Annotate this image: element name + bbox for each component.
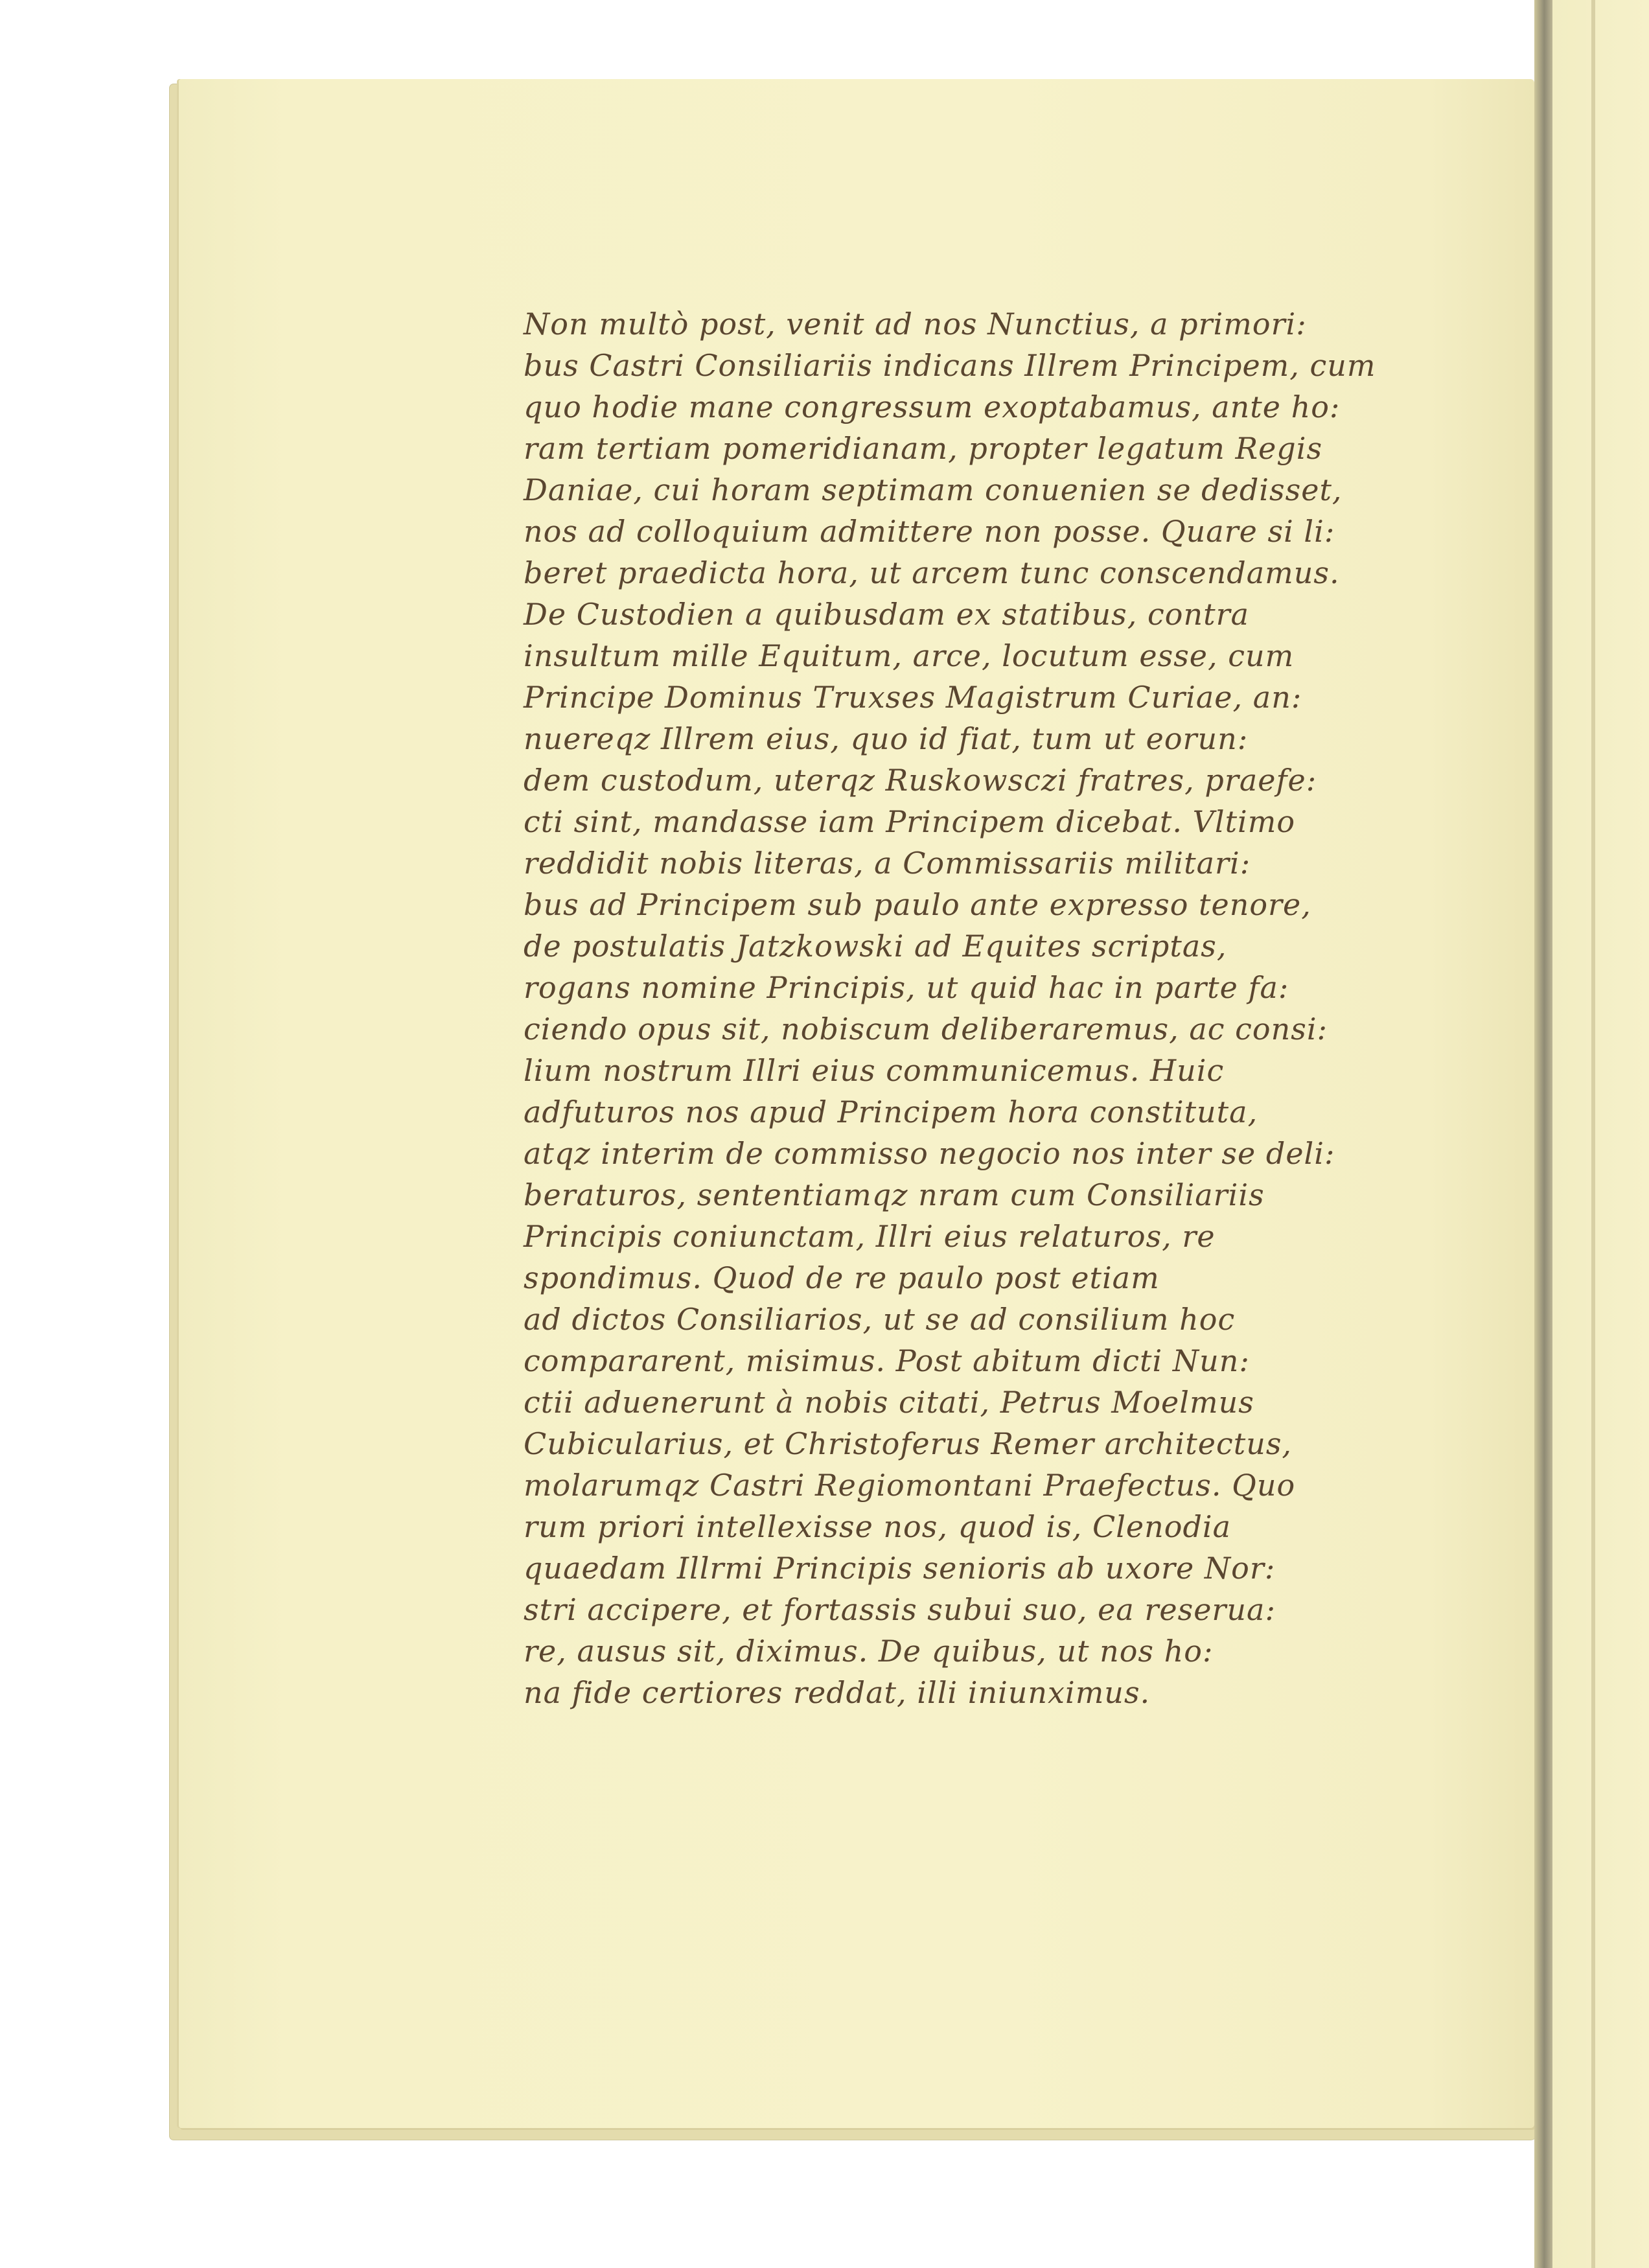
text-line: De Custodien a quibusdam ex statibus, contra — [524, 597, 1249, 632]
text-line: dem custodum, uterqz Ruskowsczi fratres, praefe: — [524, 763, 1317, 798]
text-line: Principis coniunctam, Illri eius relaturos, re — [524, 1219, 1216, 1254]
text-line: reddidit nobis literas, a Commissariis militari: — [524, 846, 1251, 881]
text-line: lium nostrum Illri eius communicemus. Huic — [524, 1053, 1225, 1088]
text-line: ram tertiam pomeridianam, propter legatum Regis — [524, 431, 1323, 466]
text-line: spondimus. Quod de re paulo post etiam — [524, 1260, 1160, 1295]
book-gutter — [1534, 0, 1552, 2268]
text-line: rogans nomine Principis, ut quid hac in parte fa: — [524, 970, 1289, 1005]
text-line: molarumqz Castri Regiomontani Praefectus. Quo — [524, 1468, 1296, 1503]
text-line: insultum mille Equitum, arce, locutum esse, cum — [524, 638, 1295, 673]
text-line: beraturos, sententiamqz nram cum Consiliariis — [524, 1177, 1265, 1212]
manuscript-text — [524, 305, 1376, 1750]
text-line: bus ad Principem sub paulo ante expresso tenore, — [524, 887, 1311, 922]
text-line: Non multò post, venit ad nos Nunctius, a primori: — [524, 307, 1307, 341]
text-line: compararent, misimus. Post abitum dicti Nun: — [524, 1343, 1250, 1378]
text-line: Daniae, cui horam septimam conuenien se dedisset, — [524, 472, 1343, 507]
text-line: nos ad colloquium admittere non posse. Quare si li: — [524, 514, 1335, 549]
text-line: beret praedicta hora, ut arcem tunc conscendamus. — [524, 555, 1340, 590]
text-line: atqz interim de commisso negocio nos inter se deli: — [524, 1136, 1335, 1171]
text-line: adfuturos nos apud Principem hora constituta, — [524, 1094, 1258, 1129]
text-line: ad dictos Consiliarios, ut se ad consilium hoc — [524, 1302, 1236, 1337]
next-page-fold — [1591, 0, 1595, 2268]
text-line: de postulatis Jatzkowski ad Equites scriptas, — [524, 929, 1227, 964]
text-line: stri accipere, et fortassis subui suo, ea reserua: — [524, 1592, 1276, 1627]
text-line: re, ausus sit, diximus. De quibus, ut nos ho: — [524, 1634, 1214, 1669]
text-line: Cubicularius, et Christoferus Remer architectus, — [524, 1426, 1293, 1461]
text-line: ciendo opus sit, nobiscum deliberaremus, ac consi: — [524, 1012, 1328, 1047]
text-line: Principe Dominus Truxses Magistrum Curiae, an: — [524, 680, 1302, 715]
text-line: cti sint, mandasse iam Principem dicebat. Vltimo — [524, 804, 1296, 839]
text-line: nuereqz Illrem eius, quo id fiat, tum ut eorun: — [524, 721, 1249, 756]
next-page-edge — [1552, 0, 1649, 2268]
text-line: ctii aduenerunt à nobis citati, Petrus Moelmus — [524, 1385, 1254, 1420]
text-line: bus Castri Consiliariis indicans Illrem Principem, cum — [524, 348, 1376, 383]
text-line: na fide certiores reddat, illi iniunximus. — [524, 1675, 1151, 1710]
text-line: quaedam Illrmi Principis senioris ab uxore Nor: — [524, 1551, 1276, 1586]
text-line: quo hodie mane congressum exoptabamus, ante ho: — [524, 389, 1341, 424]
text-line: rum priori intellexisse nos, quod is, Clenodia — [524, 1509, 1232, 1544]
